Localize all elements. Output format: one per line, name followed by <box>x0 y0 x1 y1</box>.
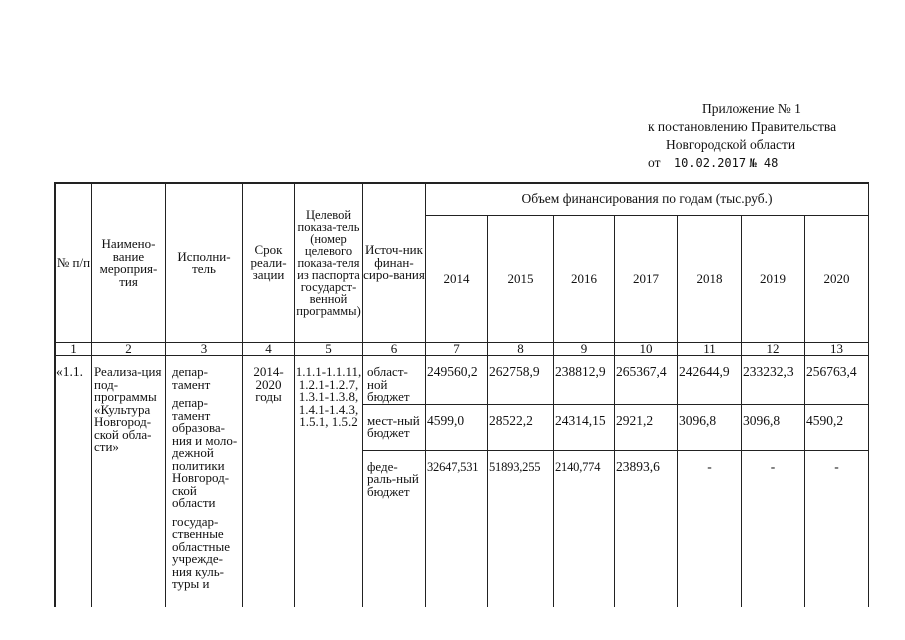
column-number-row <box>56 343 869 356</box>
value-cell: 233232,3 <box>742 356 805 405</box>
funding-table <box>55 183 869 607</box>
header-name: Наимено-вание мероприя-тия <box>92 184 166 343</box>
row-target: 1.1.1-1.1.11, 1.2.1-1.2.7, 1.3.1-1.3.8, 1.4.1-1.4.3, 1.5.1, 1.5.2 <box>295 356 363 608</box>
header-source: Источ-ник финан-сиро-вания <box>363 184 426 343</box>
source-label: мест-ный бюджет <box>363 404 426 450</box>
column-number: 1 <box>56 343 92 356</box>
column-number: 12 <box>742 343 805 356</box>
appendix-date: 10.02.2017 <box>673 156 747 170</box>
value-cell: 265367,4 <box>615 356 678 405</box>
value-cell: 2921,2 <box>615 404 678 450</box>
appendix-from-prefix: от <box>648 155 661 170</box>
year-2015: 2015 <box>488 216 554 343</box>
header-num: № п/п <box>56 184 92 343</box>
value-cell: 262758,9 <box>488 356 554 405</box>
year-2018: 2018 <box>678 216 742 343</box>
column-number: 8 <box>488 343 554 356</box>
value-cell: - <box>742 450 805 607</box>
column-number: 5 <box>295 343 363 356</box>
appendix-resolution-line: к постановлению Правительства <box>648 119 837 134</box>
year-2017: 2017 <box>615 216 678 343</box>
row-number: «1.1. <box>56 356 92 608</box>
column-number: 2 <box>92 343 166 356</box>
value-cell: 28522,2 <box>488 404 554 450</box>
appendix-date-line <box>648 154 898 172</box>
row-name: Реализа-ция под-программы «Культура Новгород-ской обла-сти» <box>92 356 166 608</box>
row-executor <box>166 356 243 608</box>
column-number: 9 <box>554 343 615 356</box>
value-cell: 32647,531 <box>426 450 488 607</box>
column-number: 7 <box>426 343 488 356</box>
appendix-title: Приложение № 1 <box>702 101 801 116</box>
funding-table-frame <box>54 182 869 607</box>
executor-education-department: депар-тамент образова-ния и моло-дежной политики Новгород-ской области <box>172 395 238 510</box>
year-2014: 2014 <box>426 216 488 343</box>
value-cell: 4590,2 <box>805 404 869 450</box>
executor-department: депар-тамент <box>172 364 211 392</box>
column-number: 4 <box>243 343 295 356</box>
header-row-1 <box>56 184 869 216</box>
year-2019: 2019 <box>742 216 805 343</box>
value-cell: 2140,774 <box>554 450 615 607</box>
row-term: 2014-2020 годы <box>243 356 295 608</box>
value-cell: 4599,0 <box>426 404 488 450</box>
value-cell: 256763,4 <box>805 356 869 405</box>
source-label: феде-раль-ный бюджет <box>363 450 426 607</box>
year-2020: 2020 <box>805 216 869 343</box>
appendix-header <box>648 100 898 172</box>
value-cell: 238812,9 <box>554 356 615 405</box>
value-cell: 3096,8 <box>742 404 805 450</box>
column-number: 6 <box>363 343 426 356</box>
value-cell: 51893,255 <box>488 450 554 607</box>
value-cell: - <box>678 450 742 607</box>
source-label: област-ной бюджет <box>363 356 426 405</box>
header-target: Целевой показа-тель (номер целевого показа-теля из паспорта государст-венной программы) <box>295 184 363 343</box>
column-number: 3 <box>166 343 243 356</box>
header-executor: Исполни-тель <box>166 184 243 343</box>
value-cell: 23893,6 <box>615 450 678 607</box>
year-2016: 2016 <box>554 216 615 343</box>
appendix-number: № 48 <box>749 156 779 170</box>
value-cell: 3096,8 <box>678 404 742 450</box>
column-number: 11 <box>678 343 742 356</box>
header-funding: Объем финансирования по годам (тыс.руб.) <box>426 184 869 216</box>
table-row-regional <box>56 356 869 405</box>
value-cell: 242644,9 <box>678 356 742 405</box>
executor-culture-institutions: государ-ственные областные учрежде-ния куль-туры и <box>172 513 230 591</box>
appendix-region-line: Новгородской области <box>666 137 796 152</box>
value-cell: 24314,15 <box>554 404 615 450</box>
column-number: 10 <box>615 343 678 356</box>
header-term: Срок реали-зации <box>243 184 295 343</box>
value-cell: - <box>805 450 869 607</box>
column-number: 13 <box>805 343 869 356</box>
value-cell: 249560,2 <box>426 356 488 405</box>
